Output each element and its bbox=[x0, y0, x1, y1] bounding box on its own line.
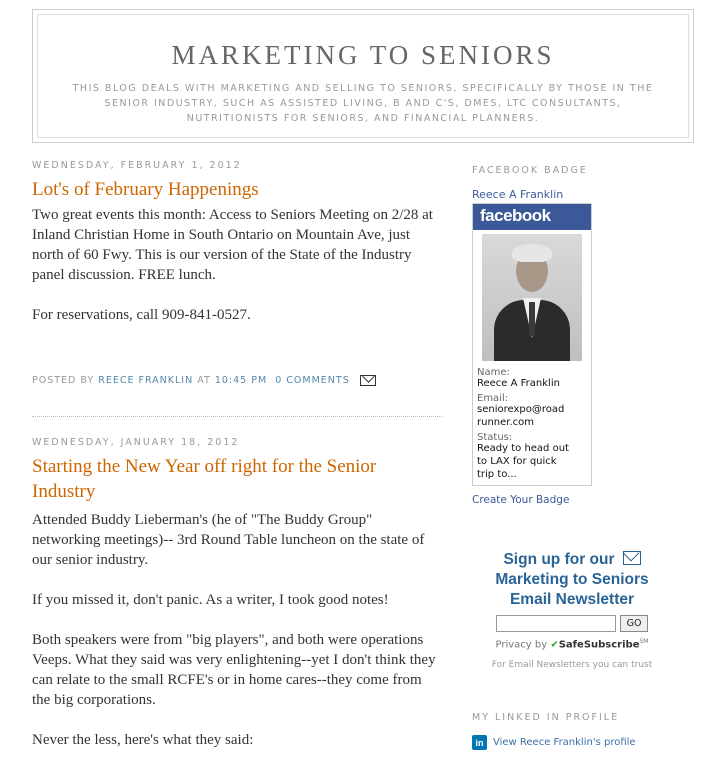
photo-tie bbox=[529, 302, 535, 336]
name-value: Reece A Franklin bbox=[477, 378, 560, 389]
post-title[interactable]: Lot's of February Happenings bbox=[32, 179, 259, 200]
envelope-icon bbox=[623, 551, 641, 565]
post-body bbox=[32, 510, 442, 750]
status-value-line3: trip to... bbox=[477, 469, 517, 480]
post-title[interactable]: Starting the New Year off right for the Senior Industry bbox=[32, 456, 377, 502]
posted-by-label: POSTED BY bbox=[32, 375, 95, 386]
newsletter-form bbox=[472, 615, 672, 632]
email-value-line1: seniorexpo@road bbox=[477, 404, 565, 415]
newsletter-signup bbox=[472, 550, 672, 670]
sidebar bbox=[472, 165, 694, 750]
safesubscribe-logo[interactable]: SafeSubscribe bbox=[558, 639, 640, 651]
photo-hair bbox=[512, 244, 552, 262]
main-column bbox=[32, 160, 442, 750]
status-label: Status: bbox=[477, 432, 513, 443]
post-body bbox=[32, 205, 442, 325]
post-separator bbox=[32, 416, 442, 417]
privacy-line bbox=[472, 638, 672, 650]
blog-header bbox=[32, 9, 694, 143]
newsletter-title-line1: Sign up for our bbox=[503, 551, 615, 568]
email-post-icon[interactable] bbox=[360, 375, 376, 386]
post-footer bbox=[32, 375, 442, 386]
linkedin-heading: MY LINKED IN PROFILE bbox=[472, 712, 620, 724]
status-value-line2: to LAX for quick bbox=[477, 456, 557, 467]
facebook-logo: facebook bbox=[473, 204, 591, 230]
post-date: WEDNESDAY, JANUARY 18, 2012 bbox=[32, 437, 240, 448]
post-date: WEDNESDAY, FEBRUARY 1, 2012 bbox=[32, 160, 242, 171]
facebook-profile-link[interactable]: Reece A Franklin bbox=[472, 188, 564, 201]
post-1 bbox=[32, 160, 442, 386]
post-paragraph: Two great events this month: Access to Seniors Meeting on 2/28 at Inland Christian Home in South Ontario on Mountain Ave, just north of 60 Fwy. This is our version of the State of the Industry panel discussion. FREE lunch. bbox=[32, 207, 433, 283]
linkedin-profile-row[interactable] bbox=[472, 735, 694, 750]
facebook-badge[interactable] bbox=[472, 203, 592, 486]
comments-link[interactable]: 0 COMMENTS bbox=[275, 375, 350, 386]
post-2 bbox=[32, 437, 442, 750]
blog-header-inner bbox=[37, 14, 689, 138]
post-paragraph: Never the less, here's what they said: bbox=[32, 732, 254, 748]
post-paragraph: Both speakers were from "big players", and both were operations Veeps. What they said was very enlightening--yet I don't think they can relate to the small RCFE's or in home cares--they come from the big corporations. bbox=[32, 632, 436, 708]
newsletter-title-line2: Marketing to Seniors bbox=[495, 571, 649, 588]
name-label: Name: bbox=[477, 367, 510, 378]
newsletter-go-button[interactable]: GO bbox=[620, 615, 648, 632]
facebook-fields bbox=[473, 361, 591, 485]
trust-text: For Email Newsletters you can trust bbox=[491, 660, 653, 671]
service-mark: SM bbox=[639, 638, 649, 645]
facebook-badge-heading: FACEBOOK BADGE bbox=[472, 165, 588, 176]
newsletter-title-line3: Email Newsletter bbox=[509, 591, 635, 608]
blog-title[interactable]: MARKETING TO SENIORS bbox=[171, 40, 555, 70]
newsletter-title bbox=[472, 550, 672, 610]
checkmark-icon: ✔ bbox=[550, 639, 559, 651]
post-paragraph: If you missed it, don't panic. As a writer, I took good notes! bbox=[32, 592, 389, 608]
at-label: AT bbox=[197, 375, 211, 386]
post-paragraph: For reservations, call 909-841-0527. bbox=[32, 307, 251, 323]
linkedin-profile-link[interactable]: View Reece Franklin's profile bbox=[493, 737, 636, 749]
email-value-line2: runner.com bbox=[477, 417, 535, 428]
post-paragraph: Attended Buddy Lieberman's (he of "The Buddy Group" networking meetings)-- 3rd Round Table luncheon on the state of our senior industry. bbox=[32, 512, 425, 568]
linkedin-icon[interactable]: in bbox=[472, 735, 487, 750]
status-value-line1: Ready to head out bbox=[477, 443, 569, 454]
author-link[interactable]: REECE FRANKLIN bbox=[98, 375, 194, 386]
privacy-prefix: Privacy by bbox=[495, 639, 548, 651]
email-label: Email: bbox=[477, 393, 509, 404]
post-time-link[interactable]: 10:45 PM bbox=[214, 375, 268, 386]
profile-photo bbox=[482, 234, 582, 361]
create-badge-link[interactable]: Create Your Badge bbox=[472, 494, 570, 506]
newsletter-email-input[interactable] bbox=[496, 615, 616, 632]
blog-description: THIS BLOG DEALS WITH MARKETING AND SELLING TO SENIORS, SPECIFICALLY BY THOSE IN THE SENIOR INDUSTRY, SUCH AS ASSISTED LIVING, B AND C'S, DMES, LTC CONSULTANTS, NUTRITIONISTS FOR SENIORS, AND FINANCIAL PLANNERS. bbox=[72, 83, 654, 124]
